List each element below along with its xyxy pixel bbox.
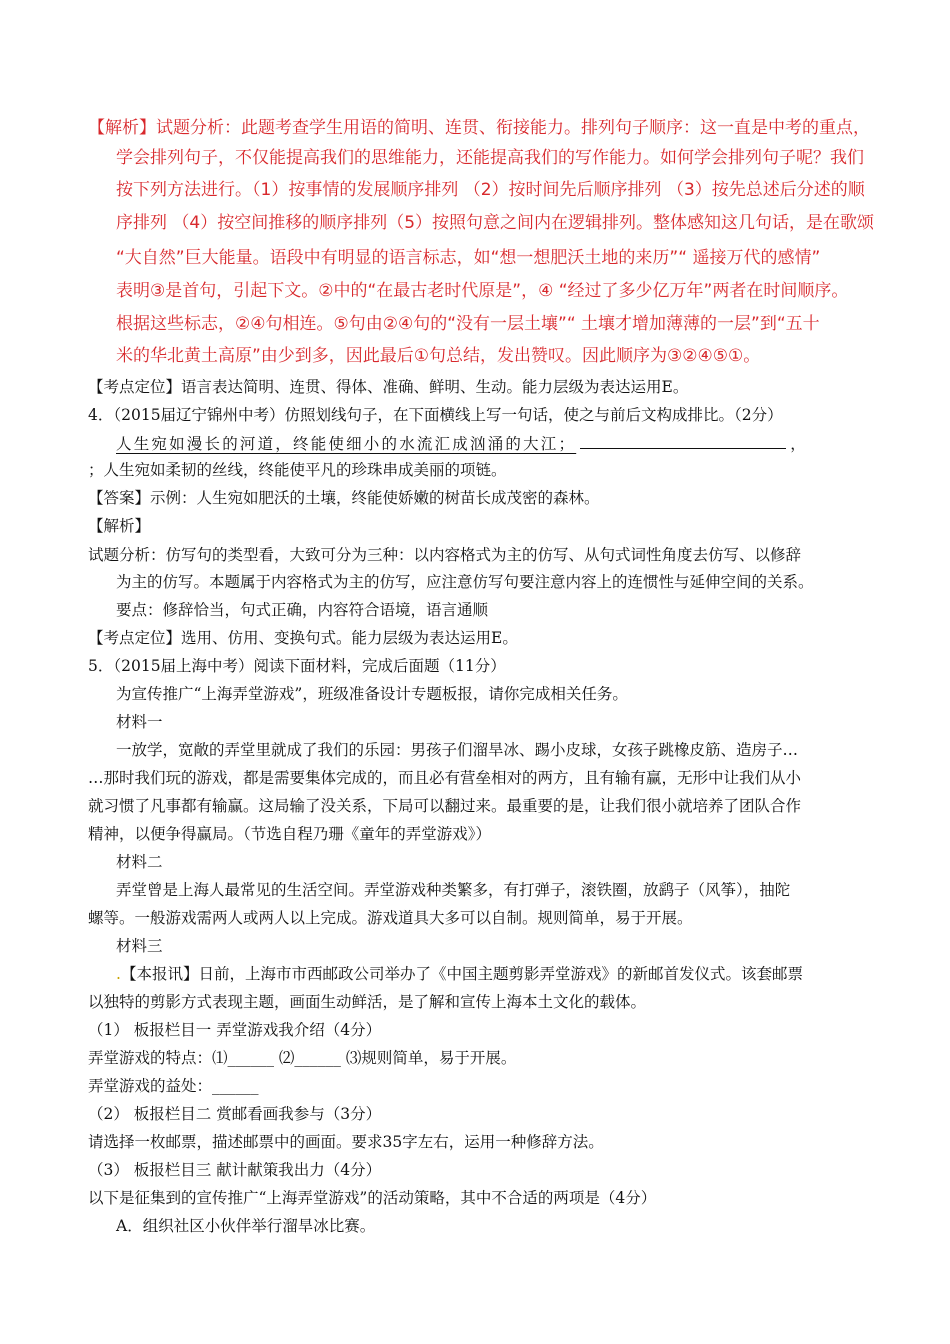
analysis3-line-8: 米的华北黄土高原”由少到多，因此最后①句总结，发出赞叹。因此顺序为③②④⑤①。 <box>116 346 761 366</box>
q4-answer-blank[interactable] <box>580 432 786 449</box>
q5-section1-title: （1） 板报栏目一 弄堂游戏我介绍（4分） <box>88 1021 382 1039</box>
q4-title: 4．（2015届辽宁锦州中考）仿照划线句子，在下面横线上写一句话，使之与前后文构成排比。（2分） <box>88 406 783 424</box>
q5-material3-mark: . <box>116 965 121 983</box>
q5-material1-label: 材料一 <box>116 713 163 731</box>
q5-material1-line-1: 一放学，宽敞的弄堂里就成了我们的乐园：男孩子们溜旱冰、踢小皮球，女孩子跳橡皮筋、造房子… <box>116 741 799 759</box>
q5-section1-line2: 弄堂游戏的益处：______ <box>88 1077 259 1095</box>
analysis3-line-7: 根据这些标志，②④句相连。⑤句由②④句的“没有一层土壤”“ 土壤才增加薄薄的一层”到“五十 <box>116 314 820 334</box>
q5-material1-line-3: 就习惯了凡事都有输赢。这局输了没关系，下局可以翻过来。最重要的是，让我们很小就培养了团队合作 <box>88 797 802 815</box>
analysis3-line-2: 学会排列句子，不仅能提高我们的思维能力，还能提高我们的写作能力。如何学会排列句子呢？我们 <box>116 148 864 168</box>
q4-answer: 【答案】示例：人生宛如肥沃的土壤，终能使娇嫩的树苗长成茂密的森林。 <box>88 489 600 507</box>
q5-material3-line-1: 【本报讯】日前，上海市市西邮政公司举办了《中国主题剪影弄堂游戏》的新邮首发仪式。该套邮票 <box>120 965 803 983</box>
q5-section2-title: （2） 板报栏目二 赏邮看画我参与（3分） <box>88 1105 382 1123</box>
q4-analysis-1: 试题分析：仿写句的类型看，大致可分为三种：以内容格式为主的仿写、从句式词性角度去仿写、以修辞 <box>88 546 802 564</box>
analysis3-line-1: 【解析】试题分析：此题考查学生用语的简明、连贯、衔接能力。排列句子顺序：这一直是中考的重点， <box>88 118 870 138</box>
q5-material2-label: 材料二 <box>116 853 163 871</box>
q4-kaodian: 【考点定位】选用、仿用、变换句式。能力层级为表达运用E。 <box>88 629 518 647</box>
q5-material3-label: 材料三 <box>116 937 163 955</box>
q5-material1-line-2: …那时我们玩的游戏，都是需要集体完成的，而且必有营垒相对的两方，且有输有赢，无形中让我们从小 <box>88 769 802 787</box>
q4-analysis-3: 要点：修辞恰当，句式正确，内容符合语境，语言通顺 <box>116 601 489 619</box>
q5-material3-line-2: 以独特的剪影方式表现主题，画面生动鲜活，是了解和宣传上海本土文化的载体。 <box>88 993 647 1011</box>
q5-section2-line: 请选择一枚邮票，描述邮票中的画面。要求35字左右，运用一种修辞方法。 <box>88 1133 604 1151</box>
analysis3-line-5: “大自然”巨大能量。语段中有明显的语言标志，如“想一想肥沃土地的来历”“ 遥接万代的感情” <box>116 248 821 268</box>
q4-jiexi-label: 【解析】 <box>88 517 151 535</box>
analysis3-line-6: 表明③是首句，引起下文。②中的“在最古老时代原是”，④ “经过了多少亿万年”两者在时间顺序。 <box>116 281 849 301</box>
q5-material2-line-2: 螺等。一般游戏需两人或两人以上完成。游戏道具大多可以自制。规则简单，易于开展。 <box>88 909 693 927</box>
q5-section1-line1: 弄堂游戏的特点：⑴______ ⑵______ ⑶规则简单，易于开展。 <box>88 1049 517 1067</box>
q5-material1-line-4: 精神，以便争得赢局。（节选自程乃珊《童年的弄堂游戏》） <box>88 825 492 843</box>
q5-intro: 为宣传推广“上海弄堂游戏”，班级准备设计专题板报，请你完成相关任务。 <box>116 685 628 703</box>
q5-material2-line-1: 弄堂曾是上海人最常见的生活空间。弄堂游戏种类繁多，有打弹子，滚铁圈，放鹞子（风筝），抽陀 <box>116 881 791 899</box>
q4-analysis-2: 为主的仿写。本题属于内容格式为主的仿写，应注意仿写句要注意内容上的连惯性与延伸空间的关系。 <box>116 573 814 591</box>
q3-kaodian: 【考点定位】语言表达简明、连贯、得体、准确、鲜明、生动。能力层级为表达运用E。 <box>88 378 689 396</box>
q4-comma: ， <box>790 435 808 453</box>
q4-sentence-line <box>116 432 808 455</box>
q5-section3-title: （3） 板报栏目三 献计献策我出力（4分） <box>88 1161 382 1179</box>
q5-title: 5．（2015届上海中考）阅读下面材料，完成后面题（11分） <box>88 657 506 675</box>
analysis3-line-3: 按下列方法进行。（1）按事情的发展顺序排列 （2）按时间先后顺序排列 （3）按先总述后分述的顺 <box>116 180 865 200</box>
q4-underlined-sentence: 人生宛如漫长的河道，终能使细小的水流汇成汹涌的大江； <box>116 435 577 453</box>
q5-section3-line: 以下是征集到的宣传推广“上海弄堂游戏”的活动策略，其中不合适的两项是（4分） <box>88 1189 657 1207</box>
q4-line2: ；人生宛如柔韧的丝线，终能使平凡的珍珠串成美丽的项链。 <box>88 461 507 479</box>
q5-option-a: A．组织社区小伙伴举行溜旱冰比赛。 <box>116 1217 376 1235</box>
q5-material3-line-1-wrap <box>116 963 803 985</box>
analysis3-line-4: 序排列 （4）按空间推移的顺序排列（5）按照句意之间内在逻辑排列。整体感知这几句话，是在歌颂 <box>116 213 875 233</box>
